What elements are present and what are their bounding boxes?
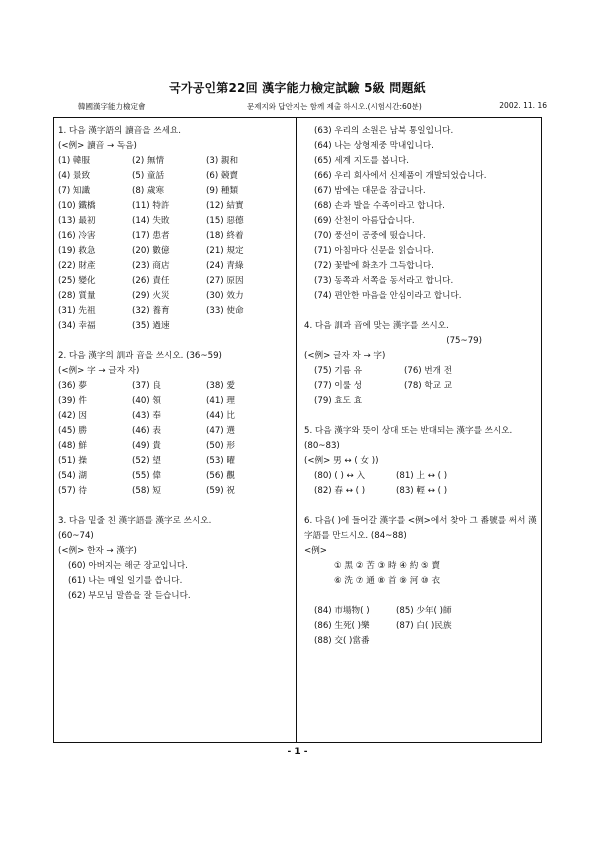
section-2-example: (<例> 字 → 글자 자)	[58, 366, 140, 376]
question-item: (8) 歲寒	[132, 186, 165, 196]
question-item: (40) 領	[132, 396, 161, 406]
question-item: (1) 韓服	[58, 156, 91, 166]
question-item: (14) 失敗	[132, 216, 170, 226]
question-item: (4) 景致	[58, 171, 91, 181]
section-2-heading: 2. 다음 漢字의 訓과 音을 쓰시오. (36~59)	[58, 351, 222, 361]
page-number: - 1 -	[287, 747, 308, 757]
question-item: (80) ( ) ↔ 入	[314, 471, 366, 481]
section-6-items	[304, 604, 538, 649]
question-item: (41) 理	[206, 396, 235, 406]
question-item: (27) 原因	[206, 276, 244, 286]
question-item: (37) 良	[132, 381, 161, 391]
organization-name: 韓國漢字能力檢定會	[78, 102, 146, 111]
section-6-choices-row-1: ① 黑 ② 苦 ③ 時 ④ 約 ⑤ 賣	[334, 561, 441, 571]
question-item: (29) 火災	[132, 291, 170, 301]
question-item: (53) 曜	[206, 456, 235, 466]
question-item: (48) 鮮	[58, 441, 87, 451]
question-item: (69) 산천이 아름답습니다.	[314, 216, 415, 226]
question-item: (13) 最初	[58, 216, 96, 226]
question-item: (18) 終着	[206, 231, 244, 241]
section-1-heading: 1. 다음 漢字語의 讀音을 쓰세요.	[58, 126, 181, 136]
question-item: (33) 使命	[206, 306, 244, 316]
question-item: (10) 鐵橋	[58, 201, 96, 211]
question-item: (19) 救急	[58, 246, 96, 256]
question-item: (81) 上 ↔ ( )	[396, 471, 448, 481]
question-item: (38) 愛	[206, 381, 235, 391]
question-item: (45) 勝	[58, 426, 87, 436]
question-item: (24) 青綠	[206, 261, 244, 271]
section-2-items	[58, 379, 292, 499]
question-item: (86) 生死( )樂	[314, 621, 370, 631]
question-item: (56) 觀	[206, 471, 235, 481]
question-item: (64) 나는 상형제중 막내입니다.	[314, 141, 434, 151]
question-item: (42) 因	[58, 411, 87, 421]
question-item: (28) 質量	[58, 291, 96, 301]
section-1-items	[58, 154, 292, 334]
question-item: (44) 比	[206, 411, 235, 421]
question-item: (31) 先祖	[58, 306, 96, 316]
question-item: (5) 童話	[132, 171, 165, 181]
question-item: (88) 交( )當番	[314, 636, 370, 646]
question-item	[404, 394, 514, 409]
question-item: (66) 우리 회사에서 신제품이 개발되었습니다.	[314, 171, 487, 181]
right-column	[304, 118, 538, 649]
question-item: (21) 規定	[206, 246, 244, 256]
question-item: (84) 市場物( )	[314, 606, 370, 616]
question-item: (75) 기름 유	[314, 366, 363, 376]
section-4-heading: 4. 다음 訓과 音에 맞는 漢字를 쓰시오.	[304, 321, 449, 331]
question-item: (3) 親和	[206, 156, 239, 166]
question-item	[206, 319, 286, 334]
question-item: (12) 結實	[206, 201, 244, 211]
question-item: (52) 望	[132, 456, 161, 466]
exam-notice: 문제지와 답안지는 함께 제출 하시오.(시험시간:60분)	[247, 102, 422, 111]
question-item	[396, 634, 506, 649]
question-item: (46) 表	[132, 426, 161, 436]
section-3-items-continued-2	[304, 184, 538, 304]
question-item: (50) 形	[206, 441, 235, 451]
question-item: (32) 養育	[132, 306, 170, 316]
question-item: (23) 商店	[132, 261, 170, 271]
question-item: (70) 풍선이 공중에 떴습니다.	[314, 231, 426, 241]
question-item: (16) 冷害	[58, 231, 96, 241]
question-item: (20) 數億	[132, 246, 170, 256]
question-item: (72) 꽃밭에 화초가 그득합니다.	[314, 261, 434, 271]
question-item: (54) 湖	[58, 471, 87, 481]
question-frame	[53, 117, 542, 743]
exam-date: 2002. 11. 16	[499, 101, 547, 110]
section-4-items	[304, 364, 538, 409]
question-item: (63) 우리의 소원은 남북 통일입니다.	[314, 126, 454, 136]
left-column	[58, 118, 292, 604]
question-item: (60) 아버지는 해군 장교입니다.	[68, 561, 188, 571]
column-divider	[296, 118, 297, 742]
section-6-example-label: <例>	[304, 546, 327, 556]
section-4-range: (75~79)	[446, 336, 482, 346]
question-item: (78) 학교 교	[404, 381, 453, 391]
question-item: (39) 件	[58, 396, 87, 406]
section-5-heading: 5. 다음 漢字와 뜻이 상대 또는 반대되는 漢字를 쓰시오. (80~83)	[304, 426, 513, 451]
section-5-items	[304, 469, 538, 499]
question-item: (7) 知識	[58, 186, 91, 196]
section-3-heading: 3. 다음 밑줄 친 漢字語를 漢字로 쓰시오.	[58, 516, 212, 526]
question-item: (68) 손과 발을 수족이라고 합니다.	[314, 201, 445, 211]
question-item: (11) 特許	[132, 201, 170, 211]
question-item: (34) 幸福	[58, 321, 96, 331]
question-item: (87) 白( )民族	[396, 621, 452, 631]
question-item: (58) 短	[132, 486, 161, 496]
question-item: (49) 貴	[132, 441, 161, 451]
question-item: (22) 財產	[58, 261, 96, 271]
question-item: (36) 夢	[58, 381, 87, 391]
section-3-items	[58, 559, 292, 604]
question-item: (62) 부모님 말씀을 잘 듣습니다.	[68, 591, 191, 601]
section-6-heading: 6. 다음( )에 들어갈 漢字를 <例>에서 찾아 그 番號를 써서 漢字語를 만드시오. (84~88)	[304, 516, 537, 541]
question-item: (55) 偉	[132, 471, 161, 481]
section-6-choices-row-2: ⑥ 洗 ⑦ 通 ⑧ 首 ⑨ 河 ⑩ 衣	[334, 576, 441, 586]
question-item: (67) 밤에는 대문을 잠급니다.	[314, 186, 426, 196]
question-item: (85) 少年( )師	[396, 606, 452, 616]
question-item: (17) 患者	[132, 231, 170, 241]
section-4-example: (<例> 글자 자 → 字)	[304, 351, 386, 361]
question-item: (65) 세계 지도를 봅니다.	[314, 156, 409, 166]
question-item: (2) 無情	[132, 156, 165, 166]
question-item: (30) 效力	[206, 291, 244, 301]
question-item: (6) 競賣	[206, 171, 239, 181]
page-title: 국가공인第22回 漢字能力檢定試驗 5級 問題紙	[169, 81, 426, 95]
question-item: (25) 變化	[58, 276, 96, 286]
section-1-example: (<例> 讀音 → 독음)	[58, 141, 137, 151]
section-3-items-continued	[304, 124, 538, 169]
exam-subheader	[78, 101, 547, 113]
question-item: (74) 편안한 마음을 안심이라고 합니다.	[314, 291, 462, 301]
question-item: (83) 輕 ↔ ( )	[396, 486, 448, 496]
question-item: (15) 惡德	[206, 216, 244, 226]
question-item: (57) 待	[58, 486, 87, 496]
question-item: (73) 동쪽과 서쪽을 동서라고 합니다.	[314, 276, 454, 286]
question-item: (59) 祝	[206, 486, 235, 496]
question-item: (9) 種類	[206, 186, 239, 196]
question-item: (26) 責任	[132, 276, 170, 286]
question-item: (71) 아침마다 신문을 읽습니다.	[314, 246, 434, 256]
question-item: (82) 春 ↔ ( )	[314, 486, 366, 496]
question-item: (35) 過速	[132, 321, 170, 331]
section-5-example: (<例> 男 ↔ ( 女 ))	[304, 456, 379, 466]
section-3-example: (<例> 한자 → 漢字)	[58, 546, 137, 556]
question-item: (76) 번개 전	[404, 366, 453, 376]
question-item: (51) 操	[58, 456, 87, 466]
question-item: (61) 나는 매일 일기를 씁니다.	[68, 576, 183, 586]
question-item: (43) 奉	[132, 411, 161, 421]
question-item: (47) 選	[206, 426, 235, 436]
section-3-range: (60~74)	[58, 531, 94, 541]
question-item: (77) 이룰 성	[314, 381, 363, 391]
question-item: (79) 효도 효	[314, 396, 363, 406]
